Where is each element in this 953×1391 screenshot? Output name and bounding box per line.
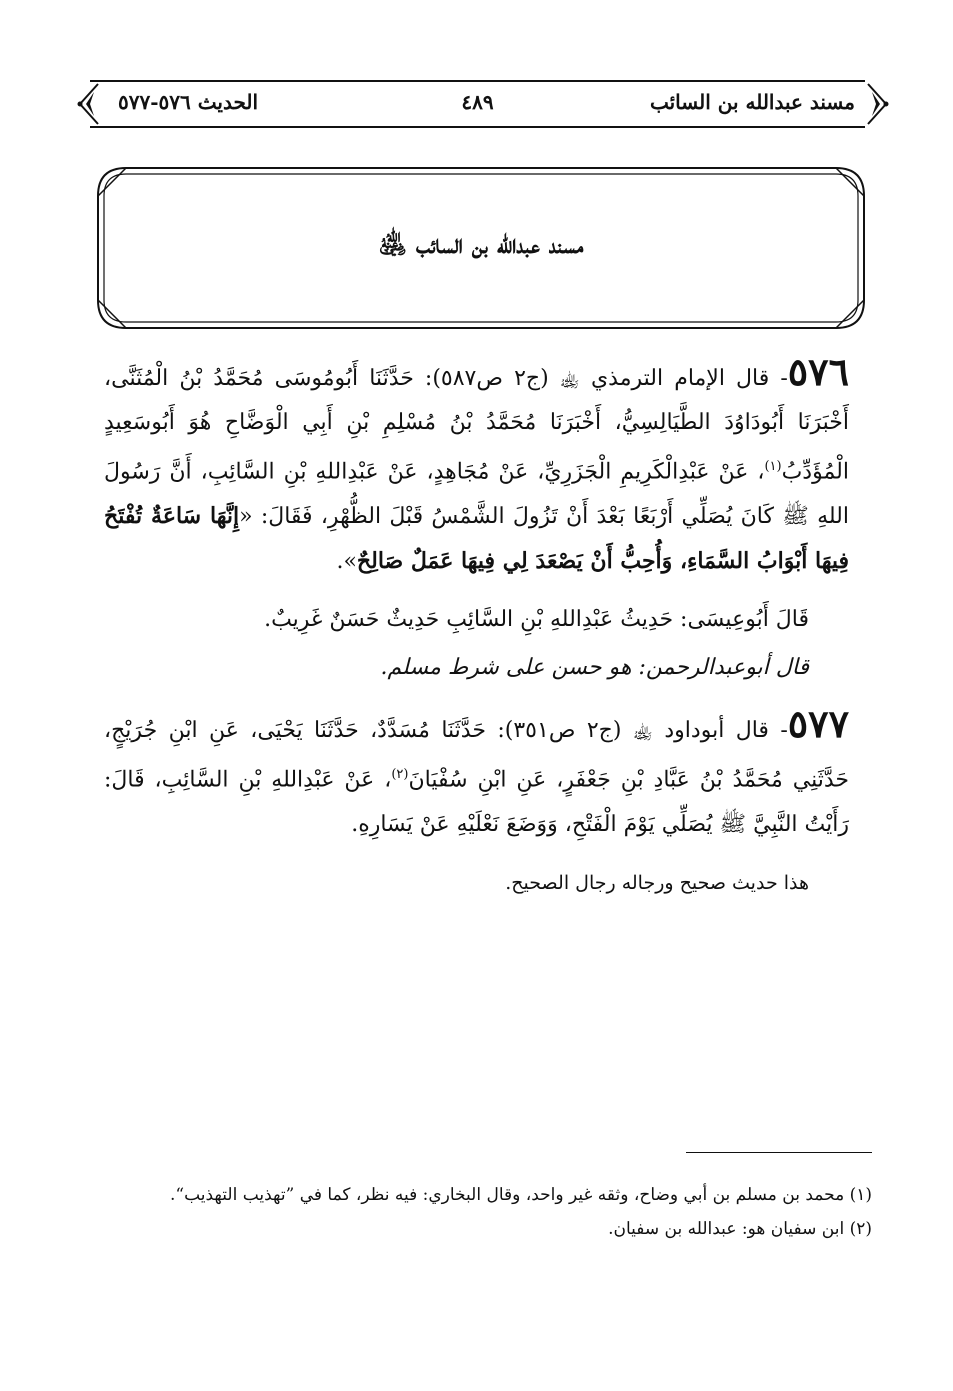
running-header — [90, 80, 865, 128]
header-book-title: مسند عبدالله بن السائب — [649, 90, 855, 114]
header-hadith-range: الحديث ٥٧٦-٥٧٧ — [118, 90, 259, 114]
hadith-chain-rest: ، عَنْ عَبْدِالْكَرِيمِ الْجَزَرِيِّ، عَنْ مُجَاهِدٍ، عَنْ عَبْدِاللهِ بْنِ السَّائِبِ، أَنَّ رَسُولَ اللهِ ﷺ كَانَ يُصَلِّي أَرْبَعًا بَعْدَ أَنْ تَزُولَ الشَّمْسُ قَبْلَ الظُّهْرِ، فَقَالَ: « — [104, 459, 849, 530]
hadith-text: ، عَنْ عَبْدِاللهِ بْنِ السَّائِبِ، قَالَ: رَأَيْتُ النَّبِيَّ ﷺ يُصَلِّي يَوْمَ الْفَتْحِ، وَوَضَعَ نَعْلَيْهِ عَنْ يَسَارِهِ. — [104, 767, 849, 837]
footnote-separator — [686, 1152, 872, 1153]
hadith-577 — [104, 702, 849, 846]
hadith-576 — [104, 350, 849, 584]
footnote-marker: (٢) — [391, 767, 409, 783]
header-ornament-right — [866, 80, 890, 128]
hadith-matn-close: ». — [336, 549, 357, 575]
footnotes — [104, 1178, 872, 1246]
tirmidhi-remark: قَالَ أَبُوعِيسَى: حَدِيثُ عَبْدِاللهِ بْنِ السَّائِبِ حَدِيثٌ حَسَنٌ غَرِيبٌ. — [264, 607, 809, 633]
footnote-1: (١) محمد بن مسلم بن أبي وضاح، وثقه غير واحد، وقال البخاري: فيه نظر، كما في ”تهذيب التهذيب“. — [169, 1185, 872, 1205]
footnote-marker: (١) — [764, 459, 782, 474]
hadith-number: ٥٧٦ — [787, 349, 849, 394]
author-remark: هذا حديث صحيح ورجاله رجال الصحيح. — [505, 871, 809, 894]
main-text — [104, 350, 849, 905]
footnote-2: (٢) ابن سفيان هو: عبدالله بن سفيان. — [608, 1219, 872, 1239]
hadith-matn: إِنَّهَا سَاعَةٌ تُفْتَحُ فِيهَا أَبْوَابُ السَّمَاءِ، وَأُحِبُّ أَنْ يَصْعَدَ لِي فِيهَا عَمَلٌ صَالِحٌ — [104, 503, 849, 575]
header-page-number: ٤٨٩ — [461, 90, 494, 114]
hadith-chain: - قال أبوداود ﵀ (ج٢ ص٣٥١): حَدَّثَنَا مُسَدَّدٌ، حَدَّثَنَا يَحْيَى، عَنِ ابْنِ جُرَيْجٍ، حَدَّثَنِي مُحَمَّدُ بْنُ عَبَّادِ بْنِ جَعْفَرٍ، عَنِ ابْنِ سُفْيَانَ — [104, 718, 849, 793]
author-remark: قال أبوعبدالرحمن: هو حسن على شرط مسلم. — [380, 655, 809, 681]
hadith-chain: - قال الإمام الترمذي ﵀ (ج٢ ص٥٨٧): حَدَّثَنَا أَبُومُوسَى مُحَمَّدُ بْنُ الْمُثَنَّى، أَخْبَرَنَا أَبُودَاوُدَ الطَّيَالِسِيُّ، أَخْبَرَنَا مُحَمَّدُ بْنُ مُسْلِمِ بْنِ أَبِي الْوَضَّاحِ هُوَ أَبُوسَعِيدٍ الْمُؤَدِّبُ — [104, 366, 849, 485]
hadith-number: ٥٧٧ — [787, 701, 849, 747]
section-title: مسند عبدالله بن السائب ﵁ — [378, 230, 584, 260]
